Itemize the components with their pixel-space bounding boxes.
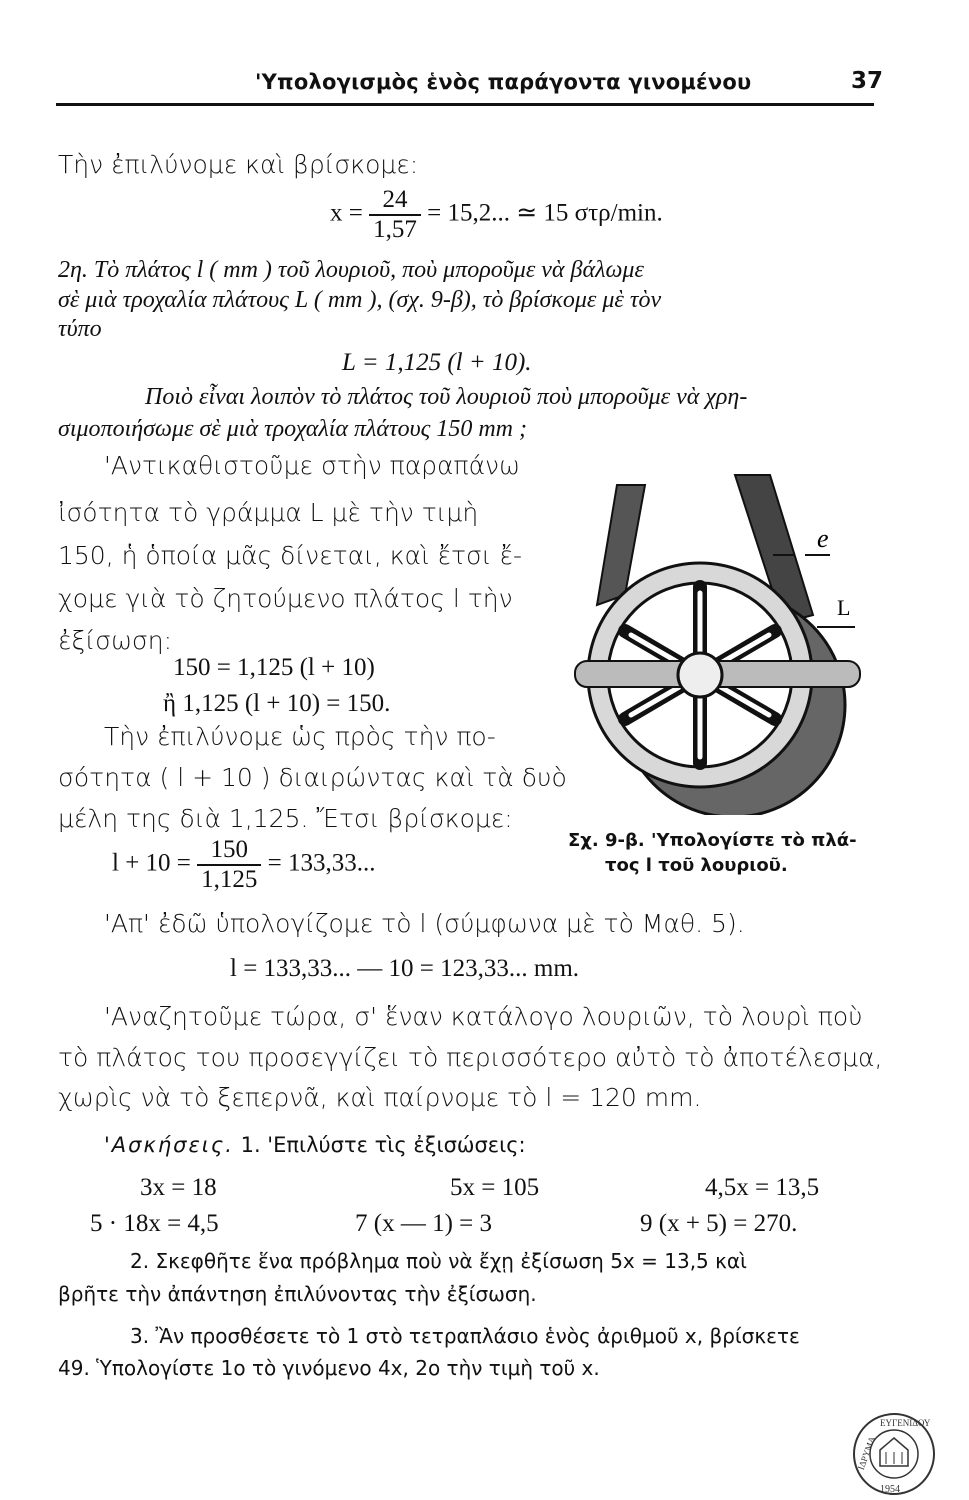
left-col2-line-1: Τὴν ἐπιλύνομε ὡς πρὸς τὴν πο- [104, 722, 496, 751]
ex1-row2-b: 7 (x — 1) = 3 [355, 1210, 492, 1237]
page-number: 37 [851, 68, 884, 94]
ex1-row1-a: 3x = 18 [140, 1174, 217, 1201]
eq4-fraction [197, 836, 261, 894]
ex2-line-2: βρῆτε τὴν ἀπάντηση ἐπιλύνοντας τὴν ἐξίσωση. [58, 1282, 537, 1306]
eq1-fraction [369, 186, 421, 244]
header-rule [56, 103, 874, 106]
exercises-heading [104, 1133, 526, 1157]
body-line: 'Απ' ἐδῶ ὑπολογίζομε τὸ l (σύμφωνα μὲ τὸ Μαθ. 5). [104, 909, 745, 938]
equation-2: 150 = 1,125 (l + 10) [173, 654, 375, 681]
eq1-denominator: 1,57 [373, 216, 417, 243]
sec2-line-3: τύπο [58, 316, 102, 342]
eq4-rhs: = 133,33... [267, 849, 376, 877]
left-col-line-4: χομε γιὰ τὸ ζητούμενο πλάτος l τὴν [58, 584, 513, 613]
equation-4 [112, 836, 376, 894]
library-stamp [850, 1410, 938, 1498]
left-col-line-5: ἐξίσωση: [58, 626, 173, 655]
stamp-side-text: ΙΔΡΥΜΑ [855, 1435, 878, 1472]
exercises-heading-em: 'Ασκήσεις. [104, 1133, 234, 1157]
stamp-year: 1954 [880, 1484, 900, 1495]
sec2-line-2: σὲ μιὰ τροχαλία πλάτους L ( mm ), (σχ. 9-β), τὸ βρίσκομε μὲ τὸν [58, 287, 662, 313]
para-line-2: τὸ πλάτος του προσεγγίζει τὸ περισσότερο αὐτὸ τὸ ἀποτέλεσμα, [58, 1043, 883, 1072]
ex1-row1-b: 5x = 105 [450, 1174, 540, 1201]
running-header: 'Υπολογισμὸς ἑνὸς παράγοντα γινομένου [255, 70, 752, 94]
eq4-lhs: l + 10 = [112, 849, 191, 877]
eq4-denominator: 1,125 [201, 866, 258, 893]
sec2-formula: L = 1,125 (l + 10). [342, 349, 532, 376]
figure-caption-2: τος l τοῦ λουριοῦ. [605, 855, 788, 876]
sec2-question-2: σιμοποιήσωμε σὲ μιὰ τροχαλία πλάτους 150 mm ; [58, 416, 527, 442]
sec2-question-1: Ποιὸ εἶναι λοιπὸν τὸ πλάτος τοῦ λουριοῦ ποὺ μποροῦμε νὰ χρη- [145, 384, 748, 410]
stamp-top-text: ΕΥΓΕΝΙΔΟΥ [880, 1418, 931, 1428]
ex3-line-1: 3. Ἂν προσθέσετε τὸ 1 στὸ τετραπλάσιο ἑνὸς ἀριθμοῦ x, βρίσκετε [130, 1324, 800, 1348]
eq1-rhs: = 15,2... ≃ 15 στρ/min. [427, 199, 663, 227]
eq1-numerator: 24 [369, 186, 421, 216]
figure-caption-1: Σχ. 9-β. 'Υπολογίστε τὸ πλά- [568, 830, 857, 851]
equation-1 [330, 186, 663, 244]
para-line-3: χωρὶς νὰ τὸ ξεπερνᾶ, καὶ παίρνομε τὸ l = 120 mm. [58, 1083, 702, 1112]
left-col-line-2: ἰσότητα τὸ γράμμα L μὲ τὴν τιμὴ [58, 498, 479, 527]
pulley-figure [555, 455, 875, 815]
hub [678, 653, 722, 697]
ex3-line-2: 49. Ὑπολογίστε 1ο τὸ γινόμενο 4x, 2ο τὴν τιμὴ τοῦ x. [58, 1356, 600, 1380]
left-col2-line-2: σότητα ( l + 10 ) διαιρώντας καὶ τὰ δυὸ [58, 763, 567, 792]
eq4-numerator: 150 [197, 836, 261, 866]
equation-3: ἢ 1,125 (l + 10) = 150. [163, 690, 391, 717]
label-e: e [817, 524, 829, 553]
exercises-heading-rest: 1. 'Επιλύστε τὶς ἐξισώσεις: [240, 1133, 526, 1157]
left-col2-line-3: μέλη της διὰ 1,125. Ἔτσι βρίσκομε: [58, 804, 513, 833]
equation-5: l = 133,33... — 10 = 123,33... mm. [230, 955, 580, 982]
label-L: L [837, 595, 851, 620]
eq1-lhs: x = [330, 199, 363, 227]
para-line-1: 'Αναζητοῦμε τώρα, σ' ἕναν κατάλογο λουριῶν, τὸ λουρὶ ποὺ [104, 1002, 863, 1031]
intro-text: Τὴν ἐπιλύνομε καὶ βρίσκομε: [58, 150, 419, 179]
sec2-line-1: 2η. Τὸ πλάτος l ( mm ) τοῦ λουριοῦ, ποὺ μποροῦμε νὰ βάλωμε [58, 257, 644, 283]
ex2-line-1: 2. Σκεφθῆτε ἕνα πρόβλημα ποὺ νὰ ἔχῃ ἐξίσωση 5x = 13,5 καὶ [130, 1249, 747, 1273]
ex1-row2-c: 9 (x + 5) = 270. [640, 1210, 798, 1237]
ex1-row1-c: 4,5x = 13,5 [705, 1174, 820, 1201]
ex1-row2-a: 5 · 18x = 4,5 [90, 1210, 219, 1237]
left-col-line-1: 'Αντικαθιστοῦμε στὴν παραπάνω [104, 451, 520, 480]
left-col-line-3: 150, ἡ ὁποία μᾶς δίνεται, καὶ ἔτσι ἔ- [58, 541, 523, 570]
